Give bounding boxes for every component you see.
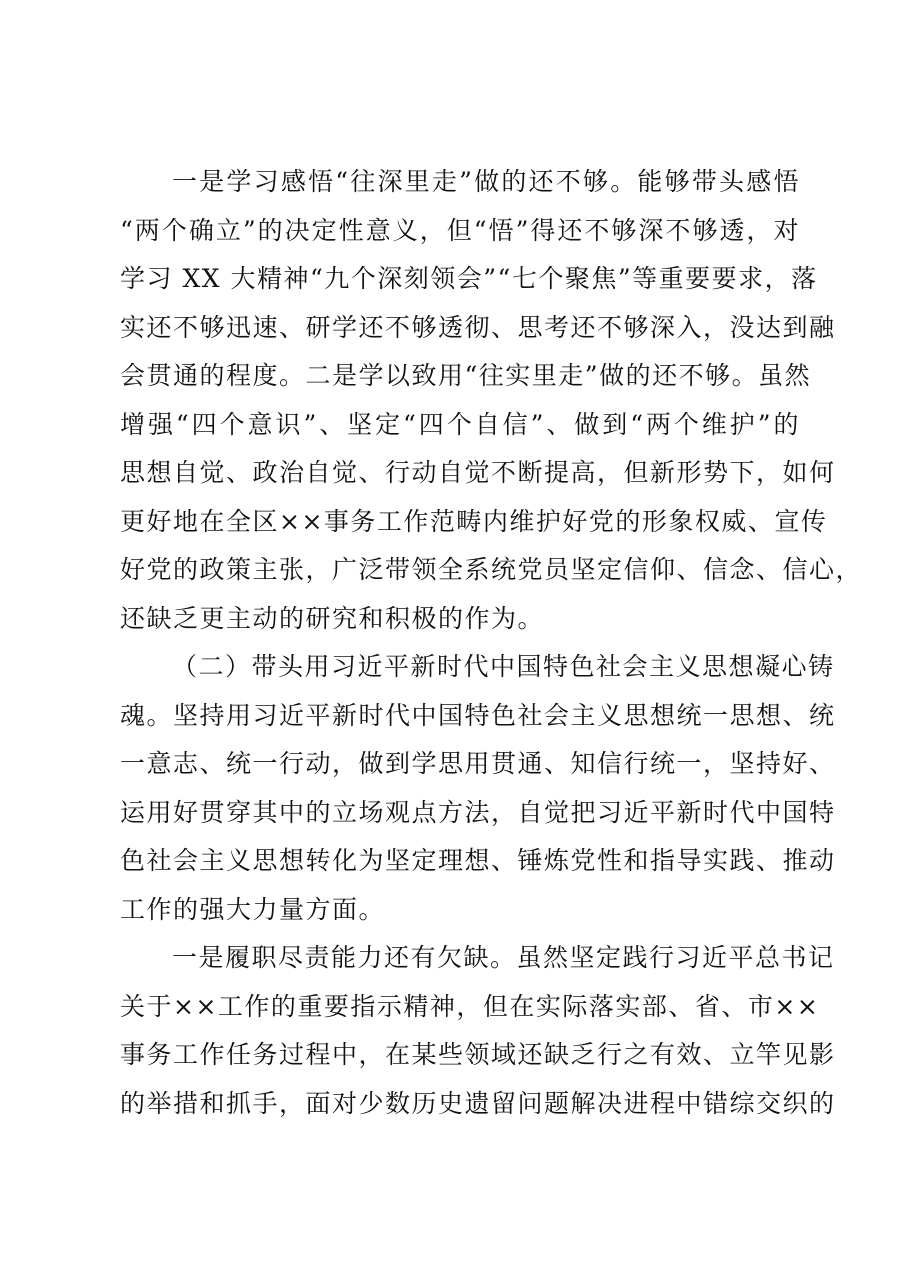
paragraph-2 bbox=[120, 643, 836, 934]
text-line: 实还不够迅速、研学还不够透彻、思考还不够深入，没达到融 bbox=[120, 312, 836, 342]
text-line: 关于××工作的重要指示精神，但在实际落实部、省、市×× bbox=[120, 991, 820, 1021]
text-line: “两个确立”的决定性意义，但“悟”得还不够深不够透，对 bbox=[120, 215, 800, 245]
document-body bbox=[120, 158, 863, 1128]
text-line: 一意志、统一行动，做到学思用贯通、知信行统一，坚持好、 bbox=[120, 749, 836, 778]
text-line: 好党的政策主张，广泛带领全系统党员坚定信仰、信念、信心， bbox=[120, 555, 863, 584]
text-line: 学习 XX 大精神“九个深刻领会”“七个聚焦”等重要要求，落 bbox=[120, 264, 818, 293]
text-line: 思想自觉、政治自觉、行动自觉不断提高，但新形势下，如何 bbox=[120, 458, 836, 487]
text-line: 色社会主义思想转化为坚定理想、锤炼党性和指导实践、推动 bbox=[120, 846, 836, 875]
text-line: 的举措和抓手，面对少数历史遗留问题解决进程中错综交织的 bbox=[120, 1088, 836, 1118]
text-line: 魂。坚持用习近平新时代中国特色社会主义思想统一思想、统 bbox=[120, 700, 836, 730]
text-line: 工作的强大力量方面。 bbox=[120, 894, 386, 924]
text-line: 运用好贯穿其中的立场观点方法，自觉把习近平新时代中国特 bbox=[120, 797, 836, 827]
text-line: 增强“四个意识”、坚定“四个自信”、做到“两个维护”的 bbox=[120, 409, 800, 439]
paragraph-3 bbox=[120, 934, 836, 1128]
text-line: 还缺乏更主动的研究和积极的作为。 bbox=[120, 603, 545, 633]
text-line: 一是履职尽责能力还有欠缺。虽然坚定践行习近平总书记 bbox=[172, 943, 835, 972]
text-line: 一是学习感悟“往深里走”做的还不够。能够带头感悟 bbox=[172, 167, 800, 196]
text-line: 更好地在全区××事务工作范畴内维护好党的形象权威、宣传 bbox=[120, 506, 828, 536]
text-line: （二）带头用习近平新时代中国特色社会主义思想凝心铸 bbox=[172, 652, 835, 681]
text-line: 事务工作任务过程中，在某些领域还缺乏行之有效、立竿见影 bbox=[120, 1040, 836, 1069]
text-line: 会贯通的程度。二是学以致用“往实里走”做的还不够。虽然 bbox=[120, 361, 812, 390]
paragraph-1 bbox=[120, 158, 863, 643]
